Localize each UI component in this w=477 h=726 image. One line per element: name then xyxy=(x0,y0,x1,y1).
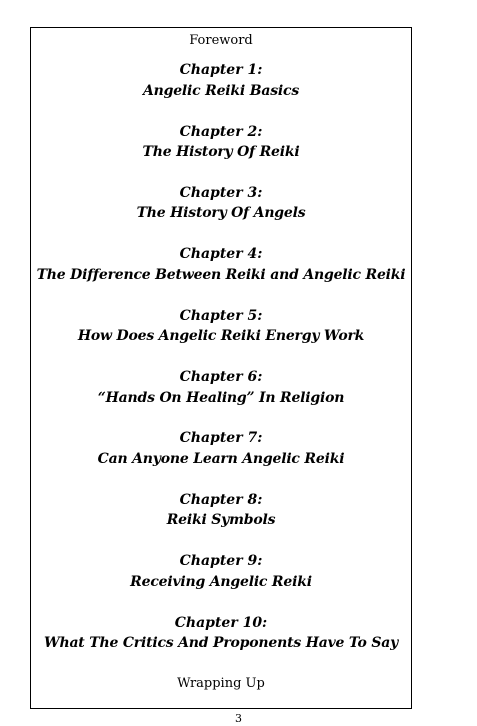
chapter-9-title: Receiving Angelic Reiki xyxy=(130,574,312,590)
chapter-6-title: “Hands On Healing” In Religion xyxy=(97,390,345,406)
chapter-3-title: The History Of Angels xyxy=(136,205,306,221)
chapter-1-title: Angelic Reiki Basics xyxy=(142,83,300,99)
chapter-7-label: Chapter 7: xyxy=(179,430,263,446)
chapter-7-title: Can Anyone Learn Angelic Reiki xyxy=(97,451,345,467)
table-of-contents xyxy=(30,27,412,709)
page-number: 3 xyxy=(235,712,242,725)
chapter-4-label: Chapter 4: xyxy=(179,246,263,262)
chapter-4-title: The Difference Between Reiki and Angelic Reiki xyxy=(36,267,406,283)
chapter-6-label: Chapter 6: xyxy=(179,369,263,385)
chapter-2-title: The History Of Reiki xyxy=(142,144,300,160)
chapter-9-label: Chapter 9: xyxy=(179,553,263,569)
chapter-8-label: Chapter 8: xyxy=(179,492,263,508)
foreword-entry: Foreword xyxy=(189,33,253,48)
chapter-3-label: Chapter 3: xyxy=(179,185,263,201)
chapter-1-label: Chapter 1: xyxy=(179,62,263,78)
chapter-8-title: Reiki Symbols xyxy=(166,512,276,528)
chapter-5-title: How Does Angelic Reiki Energy Work xyxy=(77,328,365,344)
chapter-5-label: Chapter 5: xyxy=(179,308,263,324)
chapter-2-label: Chapter 2: xyxy=(179,124,263,140)
chapter-10-title: What The Critics And Proponents Have To Say xyxy=(43,635,399,651)
chapter-10-label: Chapter 10: xyxy=(174,615,268,631)
wrapping-up-entry: Wrapping Up xyxy=(177,676,265,691)
